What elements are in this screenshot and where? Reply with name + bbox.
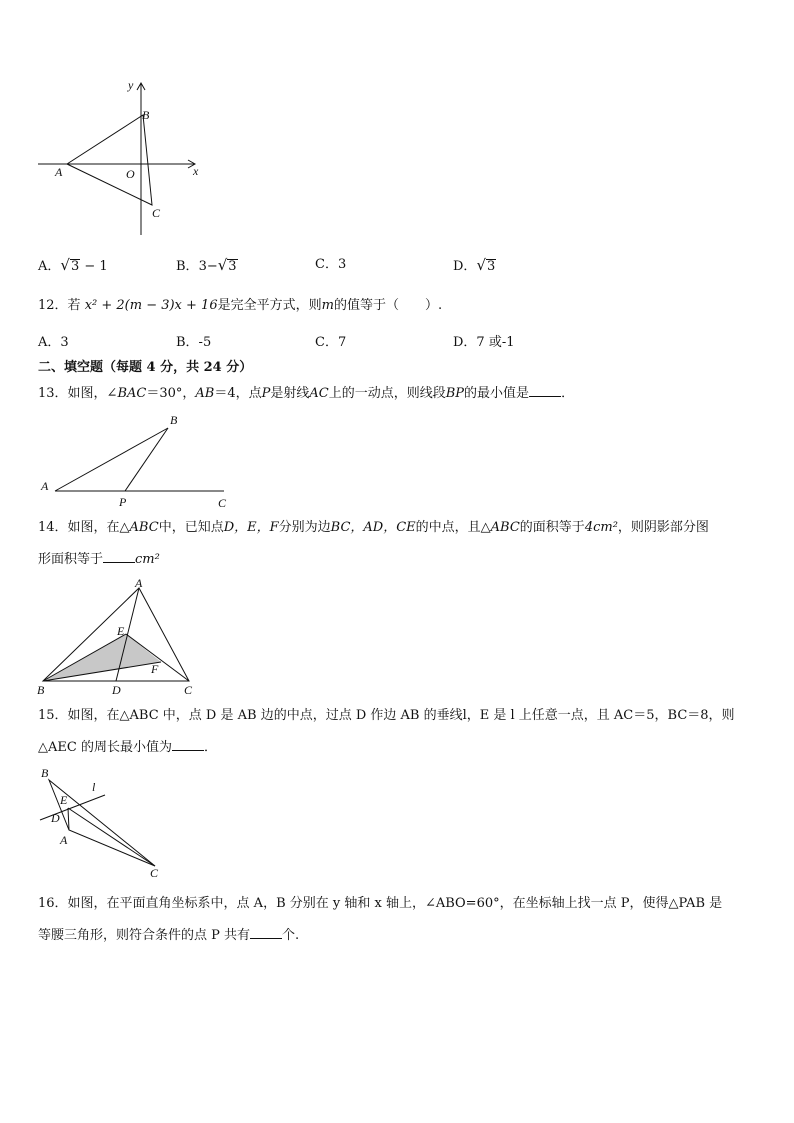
q11-figure bbox=[30, 75, 215, 240]
label-f: F bbox=[151, 662, 159, 676]
q16-stem-line-1: 16．如图，在平面直角坐标系中，点 A，B 分别在 y 轴和 x 轴上，∠ABO=60°，在坐标轴上找一点 P，使得△PAB 是 bbox=[38, 896, 723, 911]
label-p: P bbox=[119, 495, 127, 509]
segment-bp bbox=[125, 428, 168, 491]
q13-answer-blank bbox=[529, 384, 561, 397]
q13-figure bbox=[35, 408, 240, 513]
q11-option-c: C．3 bbox=[315, 257, 347, 272]
label-a: A bbox=[55, 165, 63, 179]
q12-option-b: B．-5 bbox=[176, 335, 212, 350]
q14-stem-line-2: 形面积等于 cm² bbox=[38, 552, 160, 567]
shaded-region bbox=[43, 634, 161, 681]
label-e: E bbox=[60, 793, 68, 807]
label-c: C bbox=[218, 496, 227, 510]
q12-option-a: A．3 bbox=[38, 335, 69, 350]
label-a: A bbox=[135, 576, 143, 590]
q15-stem-line-1: 15．如图，在△ABC 中，点 D 是 AB 边的中点，过点 D 作边 AB 的垂线l，E 是 l 上任意一点，且 AC＝5，BC＝8，则 bbox=[38, 708, 735, 723]
label-a: A bbox=[60, 833, 68, 847]
section-2-heading: 二、填空题（每题 4 分，共 24 分） bbox=[38, 360, 253, 375]
q12-stem: 12．若 x² + 2(m − 3)x + 16是完全平方式，则m的值等于（ ）. bbox=[38, 298, 443, 313]
label-d: D bbox=[112, 683, 121, 697]
label-b: B bbox=[37, 683, 45, 697]
q11-option-d: D．√3 bbox=[453, 256, 496, 274]
label-x: x bbox=[193, 164, 199, 178]
label-c: C bbox=[184, 683, 193, 697]
segment-ab bbox=[55, 428, 168, 491]
label-d: D bbox=[51, 811, 60, 825]
q12-option-c: C．7 bbox=[315, 335, 347, 350]
q14-figure bbox=[35, 576, 200, 698]
q16-answer-blank bbox=[250, 926, 282, 939]
q12-option-d: D．7 或-1 bbox=[453, 335, 515, 350]
label-b: B bbox=[41, 766, 49, 780]
label-c: C bbox=[152, 206, 161, 220]
label-b: B bbox=[142, 108, 150, 122]
q15-figure bbox=[35, 764, 170, 879]
label-e: E bbox=[117, 624, 125, 638]
label-o: O bbox=[126, 167, 135, 181]
segment-ec bbox=[68, 808, 155, 866]
q11-option-a: A．√3 − 1 bbox=[38, 256, 108, 274]
q16-stem-line-2: 等腰三角形，则符合条件的点 P 共有 个. bbox=[38, 928, 300, 943]
q14-answer-blank bbox=[103, 550, 135, 563]
label-a: A bbox=[41, 479, 49, 493]
q11-option-b: B．3−√3 bbox=[176, 256, 237, 274]
q15-stem-line-2: △AEC 的周长最小值为 ． bbox=[38, 740, 217, 755]
label-y: y bbox=[128, 78, 134, 92]
q13-stem: 13．如图，∠BAC＝30°，AB＝4，点P是射线AC上的一动点，则线段BP的最小值是 ． bbox=[38, 386, 575, 401]
triangle-abc bbox=[67, 115, 152, 205]
label-l: l bbox=[92, 780, 96, 794]
label-b: B bbox=[170, 413, 178, 427]
q14-stem-line-1: 14．如图，在△ABC中，已知点D，E，F分别为边BC，AD，CE的中点，且△ABC的面积等于4cm²，则阴影部分图 bbox=[38, 520, 709, 535]
label-c: C bbox=[150, 866, 159, 879]
q15-answer-blank bbox=[172, 738, 204, 751]
